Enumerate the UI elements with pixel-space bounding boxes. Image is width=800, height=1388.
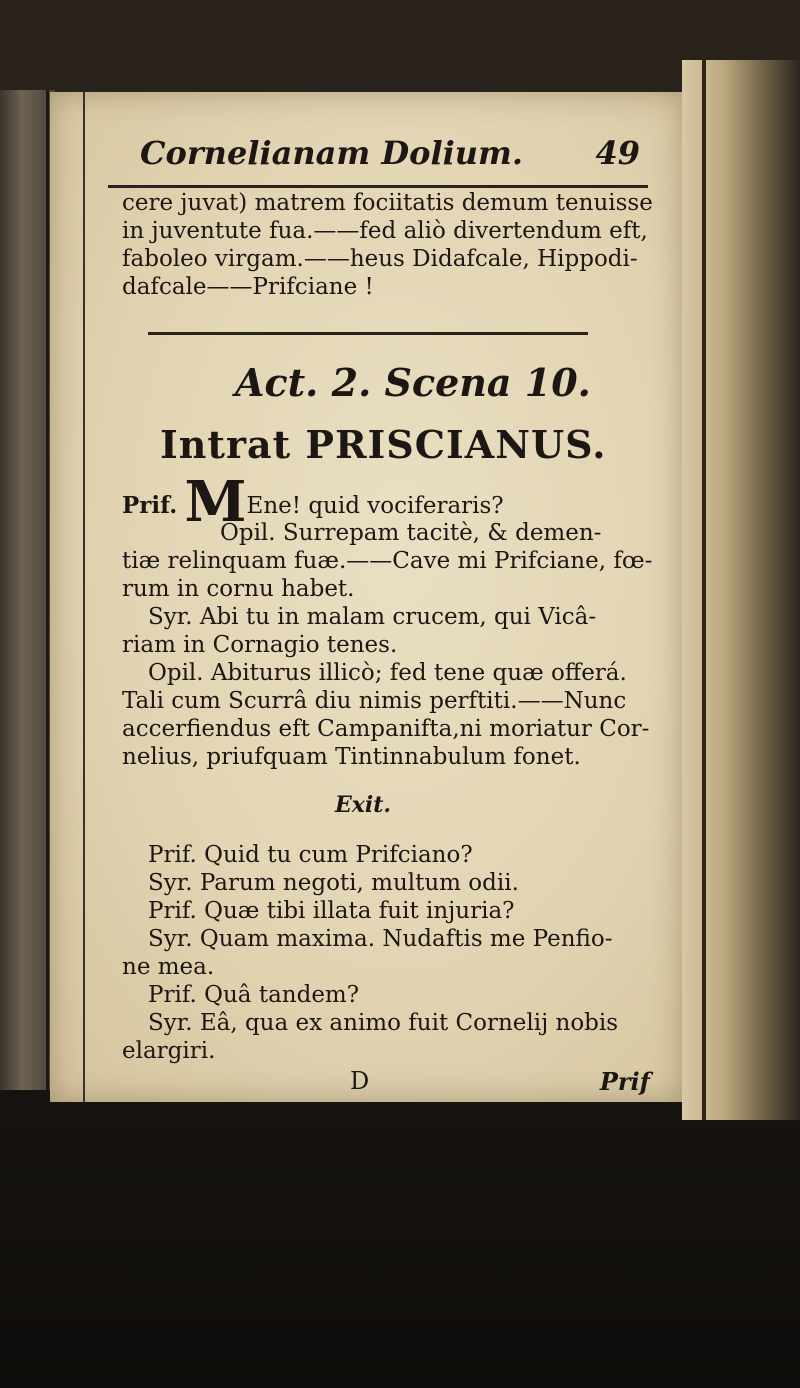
dialogue-line: ne mea. — [122, 954, 215, 980]
book-page — [50, 92, 682, 1102]
signature-mark: D — [350, 1067, 370, 1095]
text-line: Opil. Surrepam tacitè, & demen- — [220, 520, 602, 546]
dialogue-line: Prif. Quæ tibi illata fuit injuria? — [148, 898, 515, 924]
text-line: Tali cum Scurrâ diu nimis perftiti.——Nunc — [122, 688, 627, 714]
section-rule — [148, 332, 588, 335]
text-line: tiæ relinquam fuæ.——Cave mi Prifciane, fœ- — [122, 548, 653, 574]
right-page-edge — [682, 60, 800, 1120]
text-line: nelius, priufquam Tintinnabulum fonet. — [122, 744, 581, 770]
dialogue-line: elargiri. — [122, 1038, 216, 1064]
left-page-edge — [0, 90, 55, 1090]
first-line-rest: Ene! quid vociferaris? — [246, 493, 504, 519]
text-line: faboleo virgam.——heus Didafcale, Hippodi- — [122, 246, 638, 272]
text-line: dafcale——Prifciane ! — [122, 274, 374, 300]
text-line: in juventute fua.——fed aliò divertendum eft, — [122, 218, 648, 244]
page-number: 49 — [595, 134, 640, 172]
speaker: Prif. — [122, 492, 178, 519]
text-line: rum in cornu habet. — [122, 576, 355, 602]
entrance-heading: Intrat PRISCIANUS. — [160, 422, 607, 467]
dialogue-line: Syr. Eâ, qua ex animo fuit Cornelij nobis — [148, 1010, 619, 1036]
catchword: Prif — [599, 1067, 650, 1096]
page-margin-line — [83, 92, 85, 1102]
text-line: Opil. Abiturus illicò; fed tene quæ offerá. — [148, 660, 627, 686]
drop-cap: M — [184, 469, 247, 535]
dialogue-line: Syr. Quam maxima. Nudaftis me Penfio- — [148, 926, 613, 952]
page-footer — [350, 1067, 650, 1096]
text-line: cere juvat) matrem fociitatis demum tenuisse — [122, 190, 653, 216]
text-line: Syr. Abi tu in malam crucem, qui Vicâ- — [148, 604, 597, 630]
running-header — [140, 134, 640, 172]
text-line: riam in Cornagio tenes. — [122, 632, 398, 658]
exit-label: Exit. — [335, 792, 392, 818]
header-title: Cornelianam Dolium. — [140, 134, 524, 172]
dialogue-line: Syr. Parum negoti, multum odii. — [148, 870, 519, 896]
dialogue-line: Prif. Quâ tandem? — [148, 982, 360, 1008]
act-title: Act. 2. Scena 10. — [235, 360, 591, 405]
header-rule — [108, 185, 648, 188]
dialogue-line: Prif. Quid tu cum Prifciano? — [148, 842, 473, 868]
text-line: accerfiendus eft Campanifta,ni moriatur Cor- — [122, 716, 650, 742]
